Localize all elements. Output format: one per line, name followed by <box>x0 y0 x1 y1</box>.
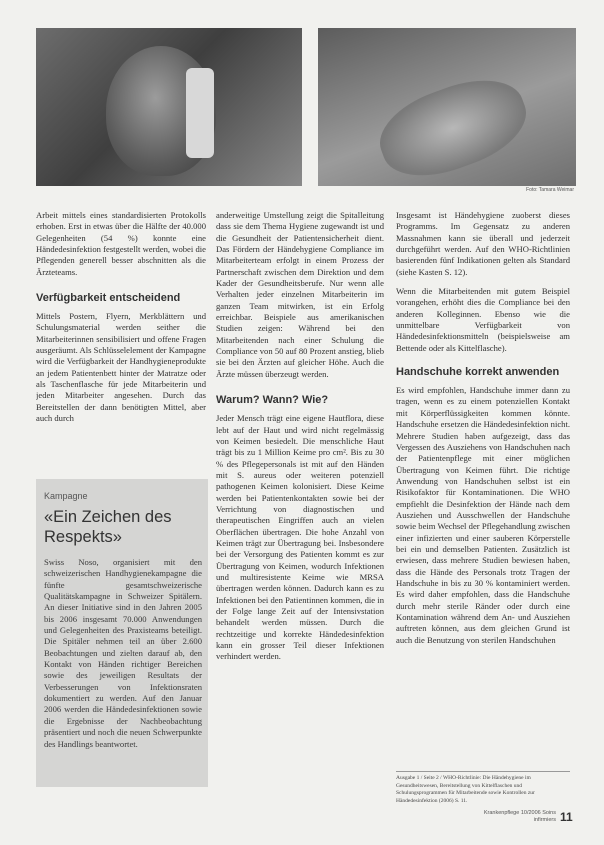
page-number: 11 <box>560 810 573 824</box>
col1-heading: Verfügbarkeit entscheidend <box>36 292 181 305</box>
photo-hands-disinfection <box>318 28 576 186</box>
disinfectant-bottle <box>186 68 214 158</box>
footnote: Ausgabe 1 / Seite 2 / WHO-Richtlinie: Die Händehygiene im Gesundheitswesen, Bereitstellung von Kittelflaschen und Schulungsprogrammen für Mitarbeitende sowie Kontrollen zur Händedesinfektion (2006) S. 11. <box>396 771 570 805</box>
column-1 <box>36 210 206 425</box>
box-title: «Ein Zeichen des Respekts» <box>44 508 172 546</box>
col1-intro: Arbeit mittels eines standardisierten Protokolls erhoben. Erst in etwas über die Hälfte der 40.000 Gelegenheiten (54 %) konnte eine Händedesinfektion festgestellt werden, wobei die Pflegenden generell besser abschnitten als die Ärzteteams. <box>36 210 206 277</box>
col2-body1: anderweitige Umstellung zeigt die Spitalleitung dass sie dem Thema Hygiene zugewandt ist und die Gesundheit der Patientensicherheit dient. Das Fördern der Händehygiene Compliance im Mitarbeiterteam erfolgt in einem Prozess der Partnerschaft zwischen dem Direktion und dem Kader der Gesundheitsberufe. Nur wenn alle Verhalten jeder einzelnen Mitarbeiterin im ganzen Team mitwirken, ist ein Erfolg erreichbar. Beispiele aus amerikanischen Studien zeigen: Während bei den Mitarbeitenden nach einer Schulung die Compliance von 50 auf 80 Prozent anstieg, blieb sie bei den Ärzten auf gleicher Höhe. Auch die Ärzte müssen überzeugt werden. <box>216 210 384 379</box>
col3-heading: Handschuhe korrekt anwenden <box>396 366 560 379</box>
photo-credit: Foto: Tamara Weimar <box>526 187 574 193</box>
box-label: Kampagne <box>44 491 88 501</box>
col2-heading: Warum? Wann? Wie? <box>216 394 329 407</box>
box-body <box>44 557 202 750</box>
hand-shape <box>369 65 537 186</box>
info-box-kampagne <box>36 479 208 787</box>
column-3 <box>396 210 570 646</box>
col3-body3: Es wird empfohlen, Handschuhe immer dann zu tragen, wenn es zu einem potenziellen Kontakt mit Körperflüssigkeiten kommen könnte. Handschuhe ersetzen die Händedesinfektion nicht. Mehrere Studien haben aufgezeigt, dass das Vergessen des Ausziehens von Handschuhen nach der Patientenpflege mit einer möglichen Übertragung von Keimen führt. Die richtige Anwendung von Handschuhen selbst ist ein Risikofaktor für Kontaminationen. Die WHO empfiehlt die Desinfektion der Hände nach dem Ausziehen und Ausschwellen der Handschuhe sowie beim Wechsel der Pflegehandlung zwischen einer infizierten und einer sauberen Körperstelle bei ein und demselben Patienten. Zusätzlich ist erwiesen, dass mehrere Studien bewiesen haben, dass die Hände des Personals trotz Tragen der Handschuhe in bis zu 30 % kontaminiert werden. Es wird daher empfohlen, dass die Handschuhe durch mehr sterile Ränder oder durch eine Kontamination während dem An- und Ausziehen auftreten können, aus dem gleichen Grund ist auch die Benutzung von sterilen Handschuhen <box>396 385 570 645</box>
photo-nurse-with-disinfectant <box>36 28 302 186</box>
journal-footer: Krankenpflege 10/2006 Soins infirmiers <box>483 810 556 823</box>
box-body-text: Swiss Noso, organisiert mit den schweizerischen Handhygienekampagne die fünfte gesamtschweizerische Qualitätskampagne in Schweizer Spitälern. An dieser Initiative sind in den Jahren 2005 bis 2006 insgesamt 70.000 Anwendungen und Gelegenheiten des Praxisteams beteiligt. Die Spitäler nehmen teil an über 2.600 Beobachtungen und zielten darauf ab, den Kontakt von Händen richtiger Bereichen sowie des jeweiligen Resultats der Verbesserungen von Infektionsraten dokumentiert zu werden. Auf den Januar 2006 werden die Händedesinfektionen sowie die Ergebnisse der Nachbeobachtung präsentiert und noch die neuen Schwerpunkte des Handlings beantwortet. <box>44 557 202 749</box>
col3-body2: Wenn die Mitarbeitenden mit gutem Beispiel vorangehen, erhöht dies die Compliance bei den anderen Kolleginnen. Ebenso wie die unmittelbare Verfügbarkeit von Händedesinfektionsmitteln (beispielsweise am Bettende oder als Kittelflasche). <box>396 286 570 353</box>
col2-body2: Jeder Mensch trägt eine eigene Hautflora, diese lebt auf der Haut und wird nicht regelmässig von Keimen besiedelt. Die menschliche Haut trägt bis zu 1 Million Keime pro cm². Bis zu 30 % des Pflegepersonals ist mit auf den Händen mit S. aureus oder weiteren potenziell pathogenen Keimen kolonisiert. Diese Keime werden bei Patientenkontakten sowie bei der Verrichtung von diagnostischen und therapeutischen Eingriffen auch an vielen Oberflächen übertragen. Die hohe Anzahl von Keimen trägt zur Übertragung bei. Insbesondere bei der Versorgung des Patienten kommt es zur Übertragung von Keimen, wodurch Infektionen und multiresistente Keime wie MRSA übertragen werden können. Dadurch kann es zu Infektionen bei den Patientinnen kommen, die in der Folge lange Zeit auf der Intensivstation behandelt werden müssen. Durch die rechtzeitige und korrekte Händedesinfektion kann ein grosser Teil dieser Infektionen verhindert werden. <box>216 413 384 662</box>
column-2 <box>216 210 384 663</box>
col3-body1: Insgesamt ist Händehygiene zuoberst dieses Programms. Im Gegensatz zu anderen Massnahmen kann sie überall und jederzeit durchgeführt werden. Auf den WHO-Richtlinien basierenden fünf Indikationen gelten als Standard (siehe Kasten S. 12). <box>396 210 570 277</box>
col1-body: Mittels Postern, Flyern, Merkblättern und Schulungsmaterial werden seither die Mitarbeiterinnen sensibilisiert und offene Fragen ausgeräumt. Als Schlüsselelement der Kampagne wird die Verfügbarkeit der Handhygieneprodukte an jedem Patientenbett hinter der Matratze oder als Taschenflasche für jede Mitarbeiterin und jeden Mitarbeiter angesehen. Durch das Bereitstellen der dann benötigten Mittel, aber auch durch <box>36 311 206 424</box>
